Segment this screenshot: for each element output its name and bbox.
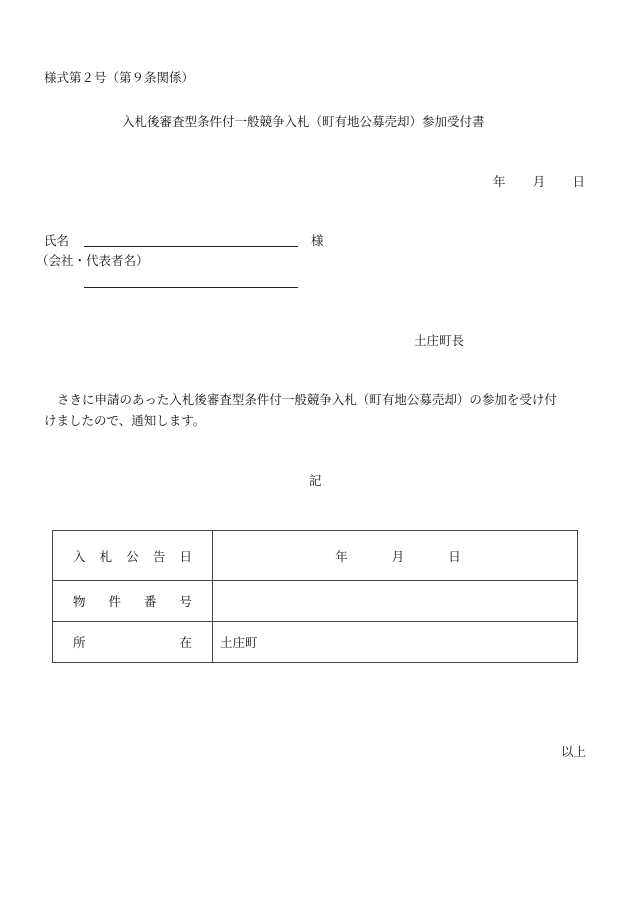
label-property-number: 物 件 番 号 — [53, 581, 213, 622]
table-date-month: 月 — [391, 548, 405, 564]
table-row-property-number — [53, 581, 578, 622]
name-underline — [84, 246, 298, 247]
body-line-2: けましたので、通知します。 — [44, 413, 206, 428]
issue-date — [493, 176, 585, 189]
label-location: 所 在 — [53, 622, 213, 663]
name-label: 氏名 — [44, 233, 70, 248]
company-rep-label: （会社・代表者名） — [36, 253, 149, 268]
date-month: 月 — [532, 174, 546, 189]
company-underline — [84, 287, 298, 288]
ki-heading: 記 — [309, 473, 322, 488]
body-line-1: さきに申請のあった入札後審査型条件付一般競争入札（町有地公募売却）の参加を受け付 — [57, 392, 557, 407]
form-number: 様式第２号（第９条関係） — [44, 70, 195, 85]
date-year: 年 — [493, 174, 506, 189]
info-table — [52, 530, 578, 663]
value-location: 土庄町 — [213, 622, 578, 663]
date-day: 日 — [572, 174, 585, 189]
closing-ijou: 以上 — [561, 744, 587, 759]
honorific: 様 — [311, 233, 324, 248]
table-date-day: 日 — [448, 548, 461, 564]
table-row-location — [53, 622, 578, 663]
issuer: 土庄町長 — [414, 333, 465, 348]
value-property-number — [213, 581, 578, 622]
table-row-announcement-date — [53, 531, 578, 581]
document-title: 入札後審査型条件付一般競争入札（町有地公募売却）参加受付書 — [122, 114, 485, 129]
value-announcement-date — [213, 531, 578, 581]
table-date-year: 年 — [335, 548, 348, 564]
label-announcement-date: 入 札 公 告 日 — [53, 531, 213, 581]
